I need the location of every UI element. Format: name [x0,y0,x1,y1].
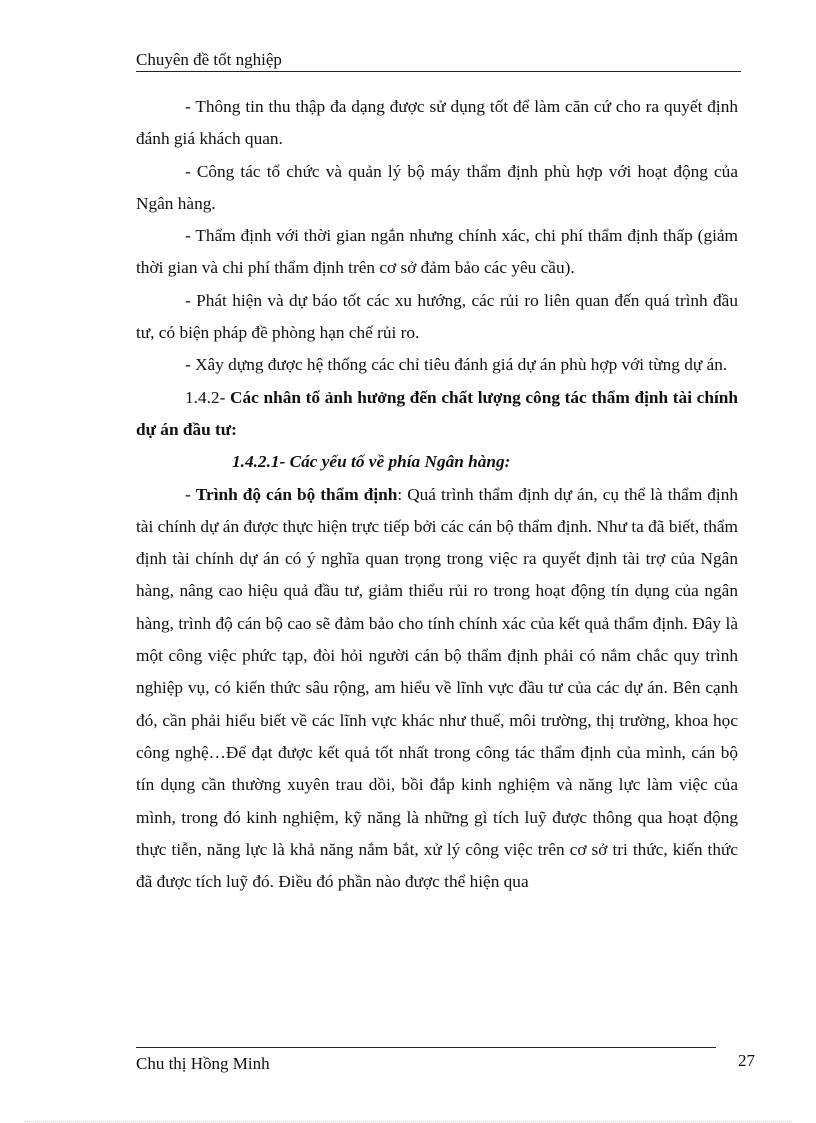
page-bottom-edge [24,1121,792,1122]
footer-divider [136,1047,716,1048]
footer-author: Chu thị Hồng Minh [136,1054,270,1073]
header-divider [136,71,741,72]
document-body [136,91,738,898]
paragraph-text: : Quá trình thẩm định dự án, cụ thể là thẩm định tài chính dự án được thực hiện trực tiếp bởi các cán bộ thẩm định. Như ta đã biết, thẩm định tài chính dự án có ý nghĩa quan trọng trong việc ra quyết định tài trợ của Ngân hàng, nâng cao hiệu quả đầu tư, giảm thiểu rủi ro trong hoạt động tín dụng của ngân hàng, trình độ cán bộ cao sẽ đảm bảo cho tính chính xác của kết quả thẩm định. Đây là một công việc phức tạp, đòi hỏi người cán bộ thẩm định phải có nắm chắc quy trình nghiệp vụ, có kiến thức sâu rộng, am hiểu về lĩnh vực đầu tư của các dự án. Bên cạnh đó, cần phải hiểu biết về các lĩnh vực khác như thuế, môi trường, thị trường, khoa học công nghệ…Để đạt được kết quả tốt nhất trong công tác thẩm định của mình, cán bộ tín dụng cần thường xuyên trau dồi, bồi đắp kinh nghiệm và năng lực làm việc của mình, trong đó kinh nghiệm, kỹ năng là những gì tích luỹ được thông qua hoạt động thực tiễn, năng lực là khả năng nắm bắt, xử lý công việc trên cơ sở tri thức, kiến thức đã được tích luỹ đó. Điều đó phần nào được thể hiện qua [136,484,739,892]
paragraph-dash: - [185,484,196,504]
section-heading [136,382,738,447]
page-number: 27 [738,1051,755,1070]
section-number: 1.4.2- [185,387,226,407]
bullet-paragraph-4: - Phát hiện và dự báo tốt các xu hướng, các rủi ro liên quan đến quá trình đầu tư, có biện pháp đề phòng hạn chế rủi ro. [136,290,738,343]
bullet-paragraph-3: - Thẩm định với thời gian ngắn nhưng chính xác, chi phí thẩm định thấp (giảm thời gian và chi phí thẩm định trên cơ sở đảm bảo các yêu cầu). [136,226,738,278]
body-paragraph [136,479,738,899]
subsection-heading: 1.4.2.1- Các yếu tố về phía Ngân hàng: [232,452,511,472]
section-title: Các nhân tố ảnh hưởng đến chất lượng công tác thẩm định tài chính dự án đầu tư: [136,387,738,439]
bullet-paragraph-1: - Thông tin thu thập đa dạng được sử dụng tốt để làm căn cứ cho ra quyết định đánh giá khách quan. [136,97,738,149]
page-header-title: Chuyên đề tốt nghiệp [136,50,282,69]
bullet-paragraph-5: - Xây dựng được hệ thống các chỉ tiêu đánh giá dự án phù hợp với từng dự án. [185,355,728,375]
paragraph-term: Trình độ cán bộ thẩm định [195,484,398,504]
bullet-paragraph-2: - Công tác tổ chức và quản lý bộ máy thẩm định phù hợp với hoạt động của Ngân hàng. [136,161,738,213]
